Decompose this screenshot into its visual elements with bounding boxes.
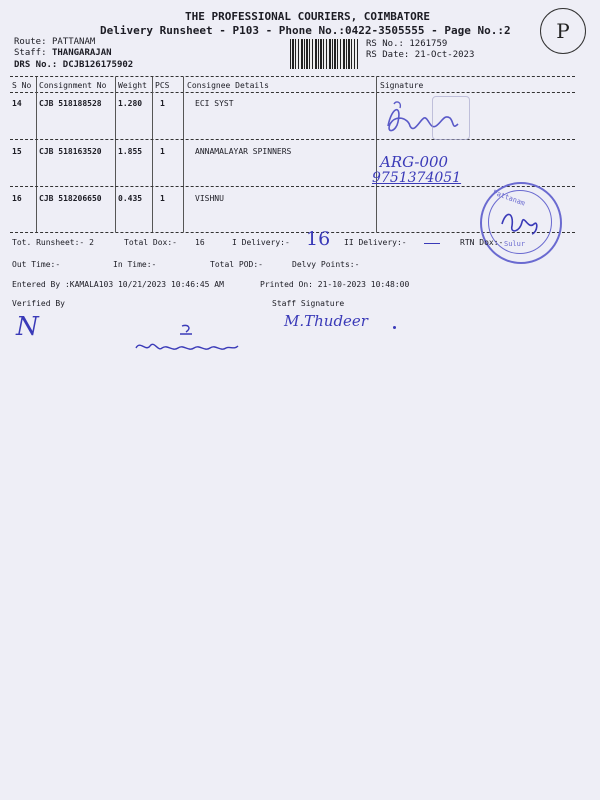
in-time-label: In Time:- (113, 260, 157, 269)
rs-no-label: RS No.: (366, 39, 404, 49)
seal-text: Pattanam (491, 188, 527, 208)
row-rule (10, 139, 575, 140)
drs-value: DCJB126175902 (62, 60, 134, 70)
signature-dot (393, 326, 396, 329)
runsheet-title: Delivery Runsheet - P103 - Phone No.:0422-3505555 - Page No.:2 (100, 24, 511, 37)
header-sno: S No (12, 81, 32, 90)
staff-signature-label: Staff Signature (272, 299, 345, 308)
row-16-consignment: CJB 518206650 (39, 194, 102, 203)
row-14-consignee: ECI SYST (195, 99, 234, 108)
rs-date-value: 21-Oct-2023 (414, 50, 475, 60)
verified-name-signature (132, 322, 244, 358)
rs-date-line (366, 50, 474, 60)
staff-line (14, 48, 112, 58)
table-top-rule (10, 76, 575, 77)
rs-date-label: RS Date: (366, 50, 410, 60)
rtn-dox-label: RTN Dox:- (460, 238, 504, 247)
rs-no-line (366, 39, 447, 49)
faded-stamp (432, 96, 470, 140)
staff-label: Staff: (14, 48, 47, 58)
col-divider (36, 77, 37, 232)
row-15-consignee: ANNAMALAYAR SPINNERS (195, 147, 292, 156)
total-dox-label: Total Dox:- (124, 238, 177, 247)
row-15-pcs: 1 (160, 147, 165, 156)
drs-line (14, 60, 133, 70)
barcode (290, 39, 358, 69)
row-16-consignee: VISHNU (195, 194, 224, 203)
staff-signature: M.Thudeer (284, 312, 368, 330)
header-consignee: Consignee Details (187, 81, 269, 90)
row-14-pcs: 1 (160, 99, 165, 108)
seal-text-bottom: Sulur (504, 240, 526, 248)
row-16-sno: 16 (12, 194, 22, 203)
row-15-weight: 1.855 (118, 147, 143, 156)
route-label: Route: (14, 37, 47, 47)
row-rule (10, 186, 575, 187)
row-16-weight: 0.435 (118, 194, 143, 203)
i-delivery-handwritten: 16 (306, 228, 331, 250)
staff-value: THANGARAJAN (51, 48, 112, 58)
page-marker-circle (540, 8, 586, 54)
header-pcs: PCS (155, 81, 170, 90)
row-14-sno: 14 (12, 99, 22, 108)
tot-runsheet: Tot. Runsheet:- 2 (12, 238, 94, 247)
verified-mark: N (16, 312, 39, 342)
col-divider (376, 77, 377, 232)
out-time-label: Out Time:- (12, 260, 61, 269)
row-15-handwritten-phone: 9751374051 (372, 170, 462, 186)
ii-delivery-dash (424, 243, 440, 244)
col-divider (183, 77, 184, 232)
col-divider (152, 77, 153, 232)
company-title: THE PROFESSIONAL COURIERS, COIMBATORE (185, 10, 431, 23)
entered-by: Entered By :KAMALA103 10/21/2023 10:46:45 AM (12, 280, 224, 289)
header-signature: Signature (380, 81, 424, 90)
row-15-consignment: CJB 518163520 (39, 147, 102, 156)
row-16-pcs: 1 (160, 194, 165, 203)
verified-by-label: Verified By (12, 299, 65, 308)
header-consignment: Consignment No (39, 81, 107, 90)
total-dox-value: 16 (195, 238, 205, 247)
seal-signature (498, 204, 542, 238)
total-pod-label: Total POD:- (210, 260, 263, 269)
page-marker-letter: P (556, 19, 570, 43)
printed-on: Printed On: 21-10-2023 10:48:00 (260, 280, 410, 289)
route-line (14, 37, 95, 47)
col-divider (115, 77, 116, 232)
row-14-weight: 1.280 (118, 99, 143, 108)
ii-delivery-label: II Delivery:- (344, 238, 407, 247)
row-14-consignment: CJB 518188528 (39, 99, 102, 108)
i-delivery-label: I Delivery:- (232, 238, 290, 247)
rs-no-value: 1261759 (409, 39, 448, 49)
drs-label: DRS No.: (14, 60, 58, 70)
header-bottom-rule (10, 92, 575, 93)
header-weight: Weight (118, 81, 147, 90)
row-15-sno: 15 (12, 147, 22, 156)
delvy-points-label: Delvy Points:- (292, 260, 360, 269)
row-15-handwritten-code: ARG-000 (380, 153, 449, 171)
route-value: PATTANAM (51, 37, 96, 47)
